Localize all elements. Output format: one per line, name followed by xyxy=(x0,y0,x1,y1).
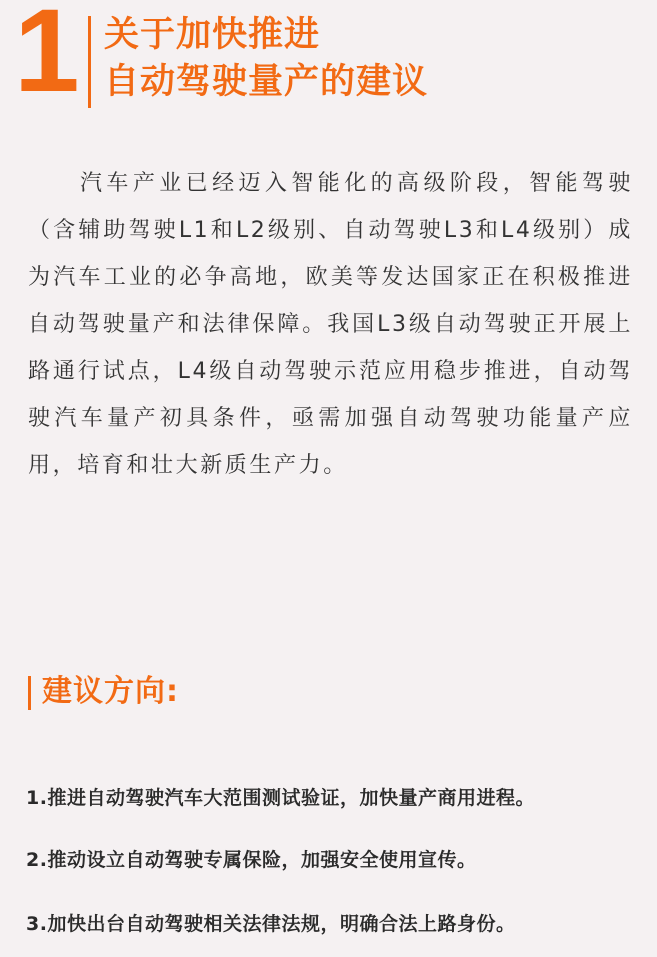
page-title-line-1: 关于加快推进 xyxy=(104,15,321,55)
page-title xyxy=(104,12,428,106)
title-divider xyxy=(88,16,91,108)
header xyxy=(0,0,657,130)
list-item: 3.加快出台自动驾驶相关法律法规，明确合法上路身份。 xyxy=(26,913,516,935)
body-paragraph: 汽车产业已经迈入智能化的高级阶段，智能驾驶（含辅助驾驶L1和L2级别、自动驾驶L3和L4级别）成为汽车工业的必争高地，欧美等发达国家正在积极推进自动驾驶量产和法律保障。我国L3级自动驾驶正开展上路通行试点，L4级自动驾驶示范应用稳步推进，自动驾驶汽车量产初具条件，亟需加强自动驾驶功能量产应用，培育和壮大新质生产力。 xyxy=(28,171,633,478)
list-item: 1.推进自动驾驶汽车大范围测试验证，加快量产商用进程。 xyxy=(26,787,535,809)
section-number: 1 xyxy=(14,0,78,117)
section-heading-bar xyxy=(28,676,31,710)
section-heading-title: 建议方向: xyxy=(42,674,179,709)
list-item: 2.推动设立自动驾驶专属保险，加强安全使用宣传。 xyxy=(26,849,477,871)
page-title-line-2: 自动驾驶量产的建议 xyxy=(104,62,429,102)
